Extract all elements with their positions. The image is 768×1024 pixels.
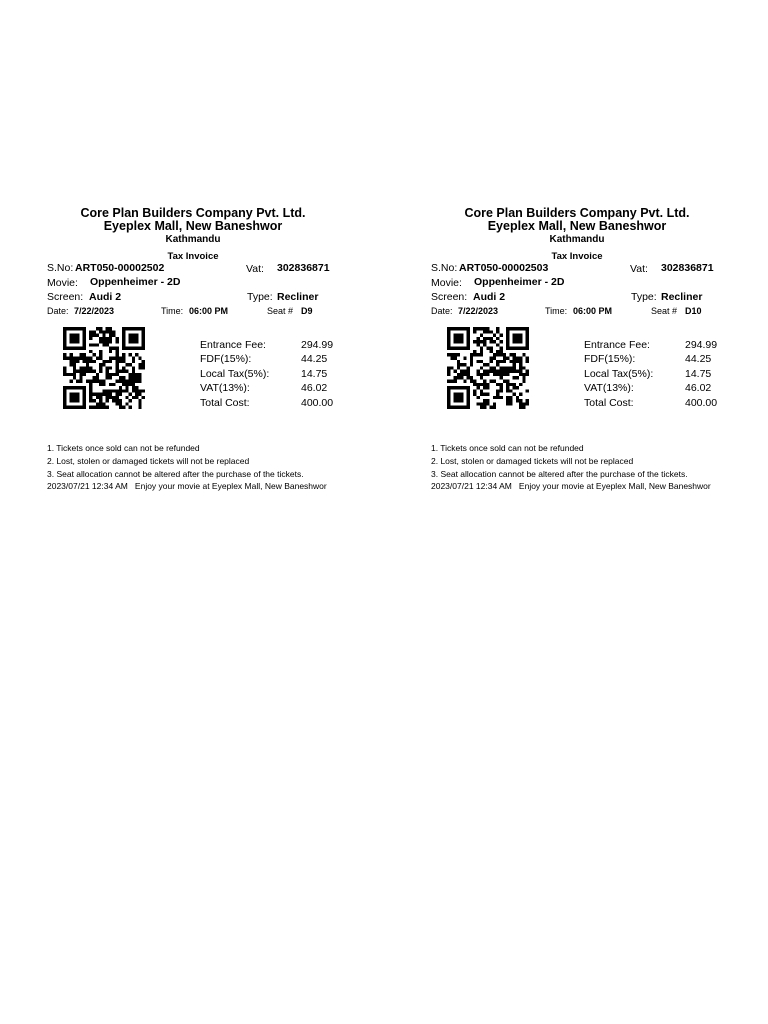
fee-value-entrance: 294.99 <box>685 339 718 351</box>
screen-label: Screen: <box>47 291 84 303</box>
vat-value: 302836871 <box>661 262 714 274</box>
fee-label-fdf: FDF(15%): <box>584 353 636 365</box>
screen-label: Screen: <box>431 291 468 303</box>
fee-value-local-tax: 14.75 <box>301 368 328 380</box>
fee-label-total: Total Cost: <box>200 397 250 409</box>
fee-value-vat: 46.02 <box>301 382 328 394</box>
venue-name: Eyeplex Mall, New Baneshwor <box>103 219 283 233</box>
note-1: 1. Tickets once sold can not be refunded <box>47 443 200 453</box>
fee-label-fdf: FDF(15%): <box>200 353 252 365</box>
fee-label-vat: VAT(13%): <box>584 382 634 394</box>
footer-line <box>47 481 363 491</box>
footer-message: Enjoy your movie at Eyeplex Mall, New Baneshwor <box>134 481 327 491</box>
sno-label: S.No: <box>47 262 74 274</box>
date-value: 7/22/2023 <box>74 306 115 316</box>
movie-value: Oppenheimer - 2D <box>90 276 181 288</box>
fee-value-fdf: 44.25 <box>685 353 712 365</box>
movie-label: Movie: <box>431 277 462 289</box>
date-label: Date: <box>431 306 453 316</box>
type-value: Recliner <box>661 291 703 303</box>
time-value: 06:00 PM <box>573 306 613 316</box>
time-value: 06:00 PM <box>189 306 229 316</box>
seat-value: D9 <box>301 306 313 316</box>
date-value: 7/22/2023 <box>458 306 499 316</box>
fee-label-entrance: Entrance Fee: <box>584 339 650 351</box>
fee-value-vat: 46.02 <box>685 382 712 394</box>
qr-code <box>447 327 529 409</box>
footer-line <box>431 481 747 491</box>
company-name: Core Plan Builders Company Pvt. Ltd. <box>464 206 690 220</box>
sno-value: ART050-00002503 <box>459 262 549 274</box>
fee-label-vat: VAT(13%): <box>200 382 250 394</box>
sno-label: S.No: <box>431 262 458 274</box>
note-2: 2. Lost, stolen or damaged tickets will not be replaced <box>431 456 634 466</box>
vat-label: Vat: <box>630 263 648 275</box>
note-1: 1. Tickets once sold can not be refunded <box>431 443 584 453</box>
type-value: Recliner <box>277 291 319 303</box>
date-label: Date: <box>47 306 69 316</box>
qr-code <box>63 327 145 409</box>
seat-value: D10 <box>685 306 702 316</box>
ticket-1 <box>47 205 377 505</box>
sno-value: ART050-00002502 <box>75 262 165 274</box>
footer-message: Enjoy your movie at Eyeplex Mall, New Baneshwor <box>518 481 711 491</box>
type-label: Type: <box>631 291 657 303</box>
footer-datetime: 2023/07/21 12:34 AM <box>47 481 128 491</box>
venue-name: Eyeplex Mall, New Baneshwor <box>487 219 667 233</box>
screen-value: Audi 2 <box>473 291 506 303</box>
invoice-title: Tax Invoice <box>167 251 219 262</box>
company-name: Core Plan Builders Company Pvt. Ltd. <box>80 206 306 220</box>
fee-label-local-tax: Local Tax(5%): <box>584 368 654 380</box>
fee-label-local-tax: Local Tax(5%): <box>200 368 270 380</box>
fee-value-local-tax: 14.75 <box>685 368 712 380</box>
seat-label: Seat # <box>651 306 678 316</box>
fee-value-entrance: 294.99 <box>301 339 334 351</box>
fee-label-entrance: Entrance Fee: <box>200 339 266 351</box>
vat-label: Vat: <box>246 263 264 275</box>
city-name: Kathmandu <box>165 234 221 245</box>
time-label: Time: <box>545 306 568 316</box>
movie-label: Movie: <box>47 277 78 289</box>
type-label: Type: <box>247 291 273 303</box>
note-2: 2. Lost, stolen or damaged tickets will not be replaced <box>47 456 250 466</box>
screen-value: Audi 2 <box>89 291 122 303</box>
fee-value-fdf: 44.25 <box>301 353 328 365</box>
movie-value: Oppenheimer - 2D <box>474 276 565 288</box>
seat-label: Seat # <box>267 306 294 316</box>
footer-datetime: 2023/07/21 12:34 AM <box>431 481 512 491</box>
note-3: 3. Seat allocation cannot be altered after the purchase of the tickets. <box>47 469 304 479</box>
invoice-title: Tax Invoice <box>551 251 603 262</box>
fee-value-total: 400.00 <box>685 397 718 409</box>
vat-value: 302836871 <box>277 262 330 274</box>
fee-label-total: Total Cost: <box>584 397 634 409</box>
fee-value-total: 400.00 <box>301 397 334 409</box>
note-3: 3. Seat allocation cannot be altered after the purchase of the tickets. <box>431 469 688 479</box>
time-label: Time: <box>161 306 184 316</box>
city-name: Kathmandu <box>549 234 605 245</box>
ticket-2 <box>431 205 761 505</box>
